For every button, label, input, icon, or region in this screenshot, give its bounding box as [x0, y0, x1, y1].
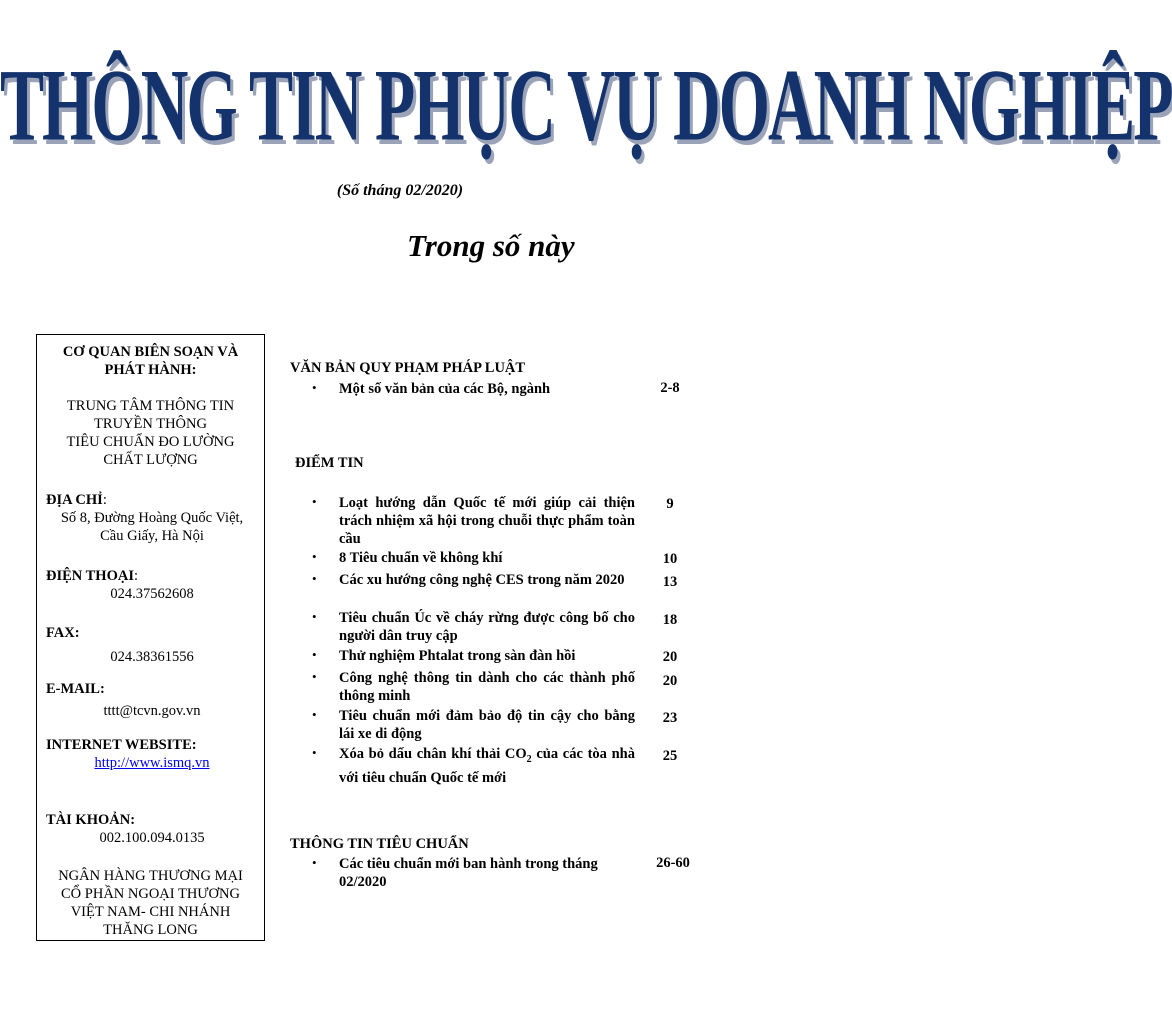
toc-item-page: 13 — [662, 574, 678, 590]
issue-label: (Số tháng 02/2020) — [336, 182, 464, 199]
toc-item-page: 2-8 — [660, 380, 680, 396]
account-label: TÀI KHOẢN: — [46, 812, 136, 828]
in-this-issue-heading: Trong số này — [407, 228, 575, 263]
address-line: Cầu Giấy, Hà Nội — [100, 528, 204, 544]
section-heading-legal-documents: VĂN BẢN QUY PHẠM PHÁP LUẬT — [290, 360, 526, 376]
website-link[interactable]: http://www.ismq.vn — [94, 755, 210, 771]
bullet-icon: • — [312, 380, 317, 395]
organization-line: TRUYỀN THÔNG — [94, 416, 207, 432]
bullet-icon: • — [312, 647, 317, 662]
bullet-icon: • — [312, 669, 317, 684]
toc-item-page: 20 — [662, 649, 678, 665]
bullet-icon: • — [312, 707, 317, 722]
bank-line: NGÂN HÀNG THƯƠNG MẠI — [58, 868, 243, 884]
toc-item-title: Tiêu chuẩn Úc về cháy rừng được công bố cho người dân truy cập — [339, 610, 635, 644]
address-section — [46, 491, 258, 545]
publisher-heading-line: CƠ QUAN BIÊN SOẠN VÀ — [62, 344, 239, 360]
phone-value: 024.37562608 — [110, 586, 194, 602]
email-value: tttt@tcvn.gov.vn — [103, 703, 201, 719]
toc-item-title: Một số văn bản của các Bộ, ngành — [339, 381, 551, 397]
organization-name — [37, 397, 264, 469]
toc-item-page: 26-60 — [656, 855, 690, 871]
organization-line: TIÊU CHUẨN ĐO LƯỜNG — [66, 434, 235, 450]
phone-label: ĐIỆN THOẠI — [46, 568, 134, 584]
organization-line: CHẤT LƯỢNG — [103, 452, 198, 468]
publisher-heading — [37, 343, 264, 379]
toc-item-title: Thử nghiệm Phtalat trong sàn đàn hồi — [339, 648, 576, 664]
address-line: Số 8, Đường Hoàng Quốc Việt, — [60, 510, 244, 526]
website-section — [46, 736, 258, 772]
toc-item-page: 9 — [666, 496, 674, 512]
section-heading-news: ĐIỂM TIN — [295, 455, 364, 471]
co2-subscript: 2 — [526, 753, 532, 765]
bank-line: CỔ PHẦN NGOẠI THƯƠNG — [61, 886, 240, 902]
toc-item-title: 8 Tiêu chuẩn về không khí — [339, 550, 503, 566]
email-section — [46, 680, 258, 720]
address-label-row — [46, 491, 258, 509]
toc-item-title: Tiêu chuẩn mới đảm bảo độ tin cậy cho bằng lái xe di động — [339, 708, 635, 742]
toc-item-title: Các xu hướng công nghệ CES trong năm 2020 — [339, 572, 625, 588]
fax-value: 024.38361556 — [110, 649, 194, 665]
toc-item-title: Các tiêu chuẩn mới ban hành trong tháng 02/2020 — [339, 856, 598, 890]
toc-item-title: Loạt hướng dẫn Quốc tế mới giúp cải thiện trách nhiệm xã hội trong chuỗi thực phẩm toàn cầu — [339, 495, 635, 547]
phone-colon: : — [133, 568, 138, 584]
toc-item-page: 10 — [662, 551, 678, 567]
toc-item-page: 25 — [662, 748, 678, 764]
bank-name — [37, 867, 264, 939]
phone-section — [46, 567, 258, 603]
bullet-icon: • — [312, 571, 317, 586]
bullet-icon: • — [312, 549, 317, 564]
bank-line: THĂNG LONG — [103, 922, 198, 938]
email-label: E-MAIL: — [46, 681, 105, 697]
bullet-icon: • — [312, 855, 317, 870]
bullet-icon: • — [312, 745, 317, 760]
toc-item-page: 18 — [662, 612, 678, 628]
toc-item-page: 23 — [662, 710, 678, 726]
masthead-title: THÔNG TIN PHỤC VỤ DOANH NGHIỆP — [0, 49, 1172, 163]
toc-item-page: 20 — [662, 673, 678, 689]
account-section — [46, 811, 258, 847]
organization-line: TRUNG TÂM THÔNG TIN — [66, 398, 235, 414]
toc-item-title-part: của các tòa nhà với tiêu chuẩn Quốc tế mới — [339, 746, 635, 786]
fax-section — [46, 624, 258, 666]
toc-item-title — [339, 745, 635, 787]
publisher-info-box — [36, 334, 265, 941]
account-value: 002.100.094.0135 — [99, 830, 205, 846]
website-label: INTERNET WEBSITE: — [46, 737, 197, 753]
address-colon: : — [102, 492, 107, 508]
publisher-heading-line: PHÁT HÀNH: — [104, 362, 197, 378]
bullet-icon: • — [312, 494, 317, 509]
address-label: ĐỊA CHỈ — [46, 492, 103, 508]
phone-label-row — [46, 567, 258, 585]
fax-label: FAX: — [46, 625, 80, 641]
toc-item-title: Công nghệ thông tin dành cho các thành phố thông minh — [339, 670, 635, 704]
bullet-icon: • — [312, 609, 317, 624]
bank-line: VIỆT NAM- CHI NHÁNH — [70, 904, 231, 920]
toc-item-title-part: Xóa bỏ dấu chân khí thải CO — [339, 746, 527, 762]
section-heading-standards-info: THÔNG TIN TIÊU CHUẨN — [290, 836, 469, 852]
